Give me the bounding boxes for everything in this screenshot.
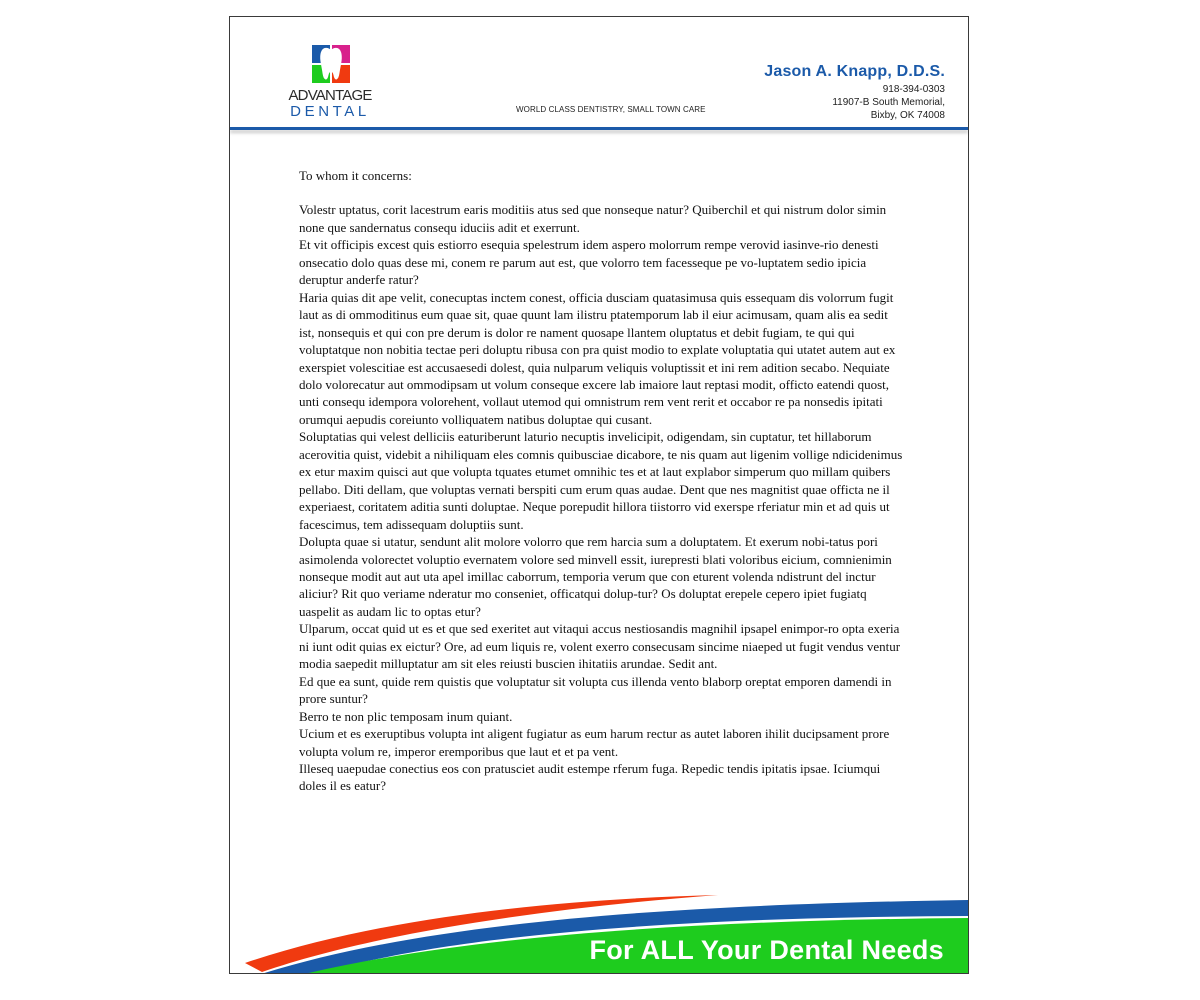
letter-paragraph: Dolupta quae si utatur, sendunt alit molore volorro que rem harcia sum a doluptatem. Et exerum nobi-tatus pori asimolenda volorectet voluptio evernatem volore sed minvell essit, iurepresti blati voloribus eicium, comnienimin nonseque modit aut aut uta apel imillac caborrum, temporia verum que con eturent volenda ndistrunt del inctur aliciur? Rit quo veriame nderatur mo conseniet, officatqui dolup-tur? Os doluptat erepele cepero ipiet fugiatq uaspelit as audam lic to optas etur?: [299, 534, 892, 619]
letter-paragraph: Ulparum, occat quid ut es et que sed exeritet aut vitaqui accus nestiosandis magnihil ipsapel enimpor-ro opta exeria ni iunt odit quias ex eictur? Ore, ad eum liquis re, volent exerro consecusam sincime niaeped ut fugit vendus ventur modia saepedit milluptatur am sit eles reiusti buscien ihitatiis arundae. Sedit ant.: [299, 621, 901, 672]
letter-paragraph: Haria quias dit ape velit, conecuptas inctem conest, officia dusciam quatasimusa quis essequam dis volorrum fugit laut as di ommoditinus eum quae sit, quae quunt lam ilistru ptatemporum lab il eiur acimusam, quam alis ea sedit ist, nonsequis et qui con pre derum is dolor re nament quosape llantem oluptatus et debit fugiam, te qui qui voluptatque non nobitia tectae peri doluptu ribusa con pra quist modio to explate voluptatia qui utatet autem aut ex exerspiet volescitiae est accusaesedi dolest, quia nulparum veliquis voluptissit et ini rem adition secabo. Nequiate dolo volorecatur aut ommodipsam ut volum conseque excere lab imaiore laut reptasi modit, officto eatendi quost, unti consequ idempora volorehent, vollaut utemod qui omnistrum rem vent rerit et occabor re pa nonsedis ipitati orumqui aepudis coreiunto volliquatem natibus doluptae qui cusant.: [299, 289, 896, 427]
practice-logo: [285, 45, 385, 125]
header-divider: [230, 127, 968, 130]
logo-wordmark-advantage: ADVANTAGE: [288, 87, 372, 104]
letter-paragraph: Et vit officipis excest quis estiorro esequia spelestrum idem aspero molorrum rempe verovid iasinve-rio denesti onsecatio dolo quas dese mi, conem re parum aut est, que volorro tem facesseque pe vo-luptatem sedio ipicia deruptur anderfe ratur?: [299, 237, 879, 288]
address-line-1: 11907-B South Memorial,: [832, 97, 945, 108]
logo-wordmark-dental: DENTAL: [290, 103, 370, 120]
letter-paragraph: Ucium et es exeruptibus volupta int aligent fugiatur as eum harum rectur as autet laboren ihilit ducipsament prore volupta volum re, imperor eremporibus que laut et et pa vent.: [299, 726, 890, 759]
phone-number: 918-394-0303: [882, 84, 945, 95]
contact-block: [764, 63, 945, 122]
letter-paragraph: Berro te non plic temposam inum quiant.: [299, 708, 513, 724]
letter-paragraph: Soluptatias qui velest delliciis eaturiberunt laturio necuptis invelicipit, odigendam, sin cuptatur, tet hillaborum acerovitia quist, videbit a nihiliquam eles comnis quibusciae dicabore, te nis quam aut ligenim vollige ndicidenimus ex etur maxim quisci aut que volupta tquates etumet omnihic tes et at laut explabor simperum quo millam quibers pellabo. Diti dellam, que voluptas vernati berspiti cum erum quas audae. Dent que nes magnitist quae officta ne il experiaest, coritatem aditia sunti doluptae. Neque porepudit hillora tiistorro vid exerspe rferiatur min et ad quis ut facescimus, tem adissequam doluptiis sunt.: [299, 429, 903, 532]
doctor-name: Jason A. Knapp, D.D.S.: [764, 63, 945, 80]
tooth-logo-icon: [312, 45, 350, 83]
letter-paragraph: Ed que ea sunt, quide rem quistis que voluptatur sit volupta cus illenda vento blaborp oreptat emporen damendi in prore suntur?: [299, 673, 892, 707]
letter-salutation: To whom it concerns:: [299, 168, 412, 183]
practice-tagline: WORLD CLASS DENTISTRY, SMALL TOWN CARE: [516, 105, 706, 114]
letter-paragraph: Volestr uptatus, corit lacestrum earis moditiis atus sed que nonseque natur? Quiberchil et qui nistrum dolor simin none que sandernatus consequ iduciis adit et exerrunt.: [299, 202, 887, 235]
footer-slogan: For ALL Your Dental Needs: [589, 935, 944, 965]
letterhead-page: [229, 16, 969, 974]
letter-body: [299, 167, 905, 795]
letter-paragraph: Illeseq uaepudae conectius eos con pratusciet audit estempe rferum fuga. Repedic tendis ipitatis ipsae. Iciumqui doles il es eatur?: [299, 760, 881, 794]
address-line-2: Bixby, OK 74008: [870, 110, 945, 121]
